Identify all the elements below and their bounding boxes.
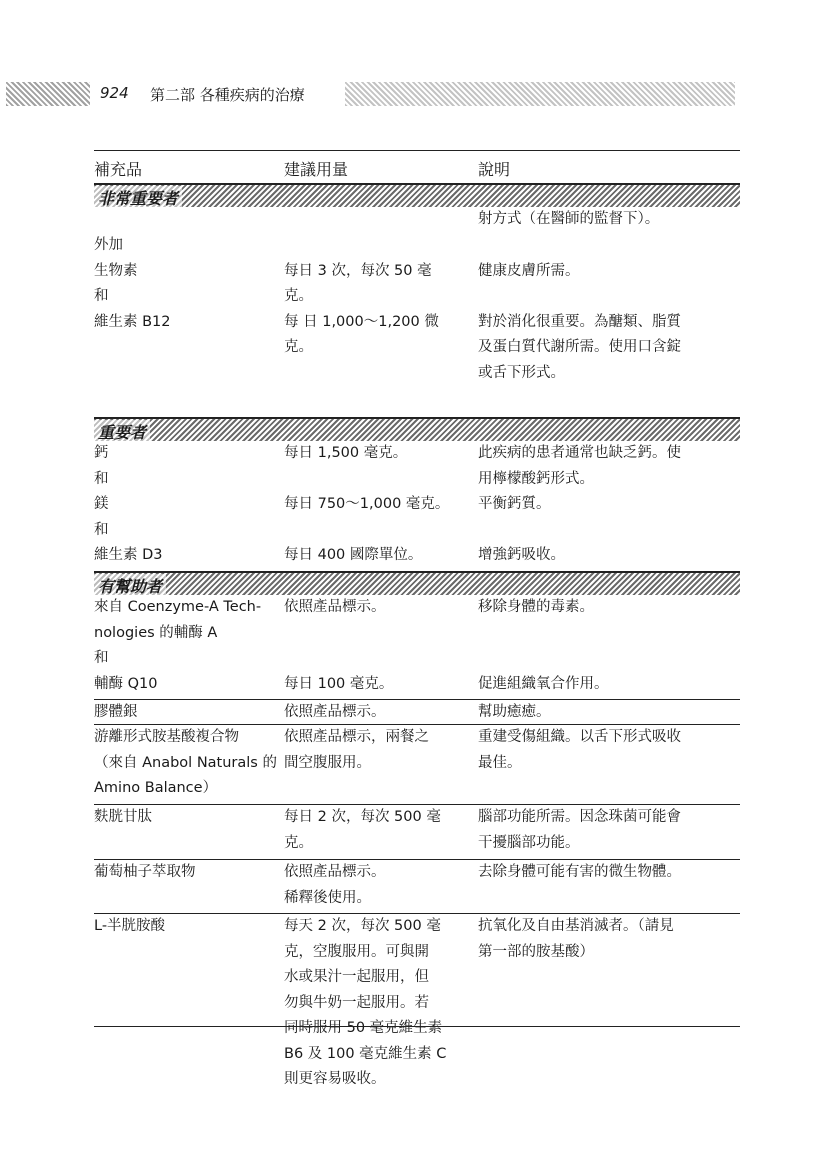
supplement-cell <box>94 914 280 940</box>
chapter-title: 第二部 各種疾病的治療 <box>150 86 305 104</box>
cell-line: 膠體銀 <box>94 704 138 720</box>
supplement-cell <box>94 700 280 726</box>
cell-line: 增強鈣吸收。 <box>478 547 565 563</box>
cell-line: 鈣 <box>94 445 109 461</box>
column-header-dosage: 建議用量 <box>284 160 349 179</box>
cell-line <box>284 621 470 647</box>
cell-line: 稀釋後使用。 <box>284 889 371 906</box>
cell-line: 維生素 B12 <box>94 313 171 330</box>
supplement-cell <box>94 441 280 569</box>
cell-line: 輔酶 Q10 <box>94 675 158 692</box>
cell-line: B6 及 100 毫克維生素 C <box>284 1045 447 1062</box>
notes-cell <box>478 595 740 697</box>
column-header-supplement: 補充品 <box>94 160 143 179</box>
cell-line: 幫助癒癒。 <box>478 704 551 720</box>
cell-line: 克，空腹服用。可與開 <box>284 943 429 960</box>
cell-line <box>478 233 740 259</box>
cell-line: 對於消化很重要。為醣類、脂質 <box>478 313 681 330</box>
supplement-table <box>94 150 740 1094</box>
notes-cell <box>478 914 740 965</box>
cell-line: 維生素 D3 <box>94 547 163 563</box>
cell-line: 依照產品標示。 <box>284 704 386 720</box>
table-row <box>94 913 740 1094</box>
table-row <box>94 859 740 913</box>
cell-line: 和 <box>94 470 109 487</box>
cell-line: 射方式（在醫師的監督下）。 <box>478 211 660 227</box>
cell-line: 克。 <box>284 834 313 851</box>
cell-line: 依照產品標示。 <box>284 864 386 880</box>
column-header-notes: 說明 <box>478 160 511 179</box>
cell-line: 每天 2 次，每次 500 毫 <box>284 918 441 934</box>
cell-line <box>284 646 470 672</box>
notes-cell <box>478 441 740 569</box>
supplement-cell <box>94 805 280 831</box>
section-header <box>94 183 740 207</box>
cell-line: 去除身體可能有害的微生物體。 <box>478 864 681 880</box>
cell-line: 每 日 1,000～1,200 微 <box>284 313 439 330</box>
table-row <box>94 699 740 724</box>
cell-line: 外加 <box>94 237 123 253</box>
table-header <box>94 150 740 183</box>
cell-line: 依照產品標示，兩餐之 <box>284 729 429 745</box>
dosage-cell <box>284 725 470 776</box>
cell-line: 水或果汁一起服用，但 <box>284 969 429 985</box>
cell-line: 干擾腦部功能。 <box>478 834 580 851</box>
notes-cell <box>478 805 740 856</box>
cell-line: 用檸檬酸鈣形式。 <box>478 470 594 487</box>
cell-line: 每日 100 毫克。 <box>284 675 394 692</box>
cell-line <box>478 621 740 647</box>
cell-line: 每日 400 國際單位。 <box>284 547 423 563</box>
cell-line: 每日 3 次，每次 50 毫 <box>284 262 432 279</box>
cell-line: 此疾病的患者通常也缺乏鈣。使 <box>478 445 681 461</box>
table-row <box>94 595 740 699</box>
cell-line: 移除身體的毒素。 <box>478 599 594 615</box>
cell-line: nologies 的輔酶 A <box>94 624 218 641</box>
section-title: 重要者 <box>94 420 150 443</box>
cell-line: 和 <box>94 650 109 666</box>
cell-line: 克。 <box>284 288 313 304</box>
dosage-cell <box>284 595 470 697</box>
cell-line: 平衡鈣質。 <box>478 496 551 512</box>
table-row <box>94 441 740 571</box>
cell-line: 同時服用 50 毫克維生素 <box>284 1020 443 1036</box>
cell-line <box>478 518 740 544</box>
dosage-cell <box>284 700 470 726</box>
table-bottom-rule <box>94 1026 740 1027</box>
cell-line: 每日 2 次，每次 500 毫 <box>284 809 441 825</box>
cell-line: 健康皮膚所需。 <box>478 262 580 279</box>
supplement-cell <box>94 725 280 802</box>
section-title: 非常重要者 <box>94 186 182 209</box>
section-header <box>94 571 740 595</box>
cell-line: 或舌下形式。 <box>478 364 565 381</box>
cell-line: 生物素 <box>94 262 138 279</box>
supplement-cell <box>94 233 280 335</box>
cell-line: 每日 1,500 毫克。 <box>284 445 408 461</box>
cell-line: （來自 Anabol Naturals 的 <box>94 754 277 771</box>
cell-line: 則更容易吸收。 <box>284 1071 386 1087</box>
cell-line: 勿與牛奶一起服用。若 <box>284 994 429 1011</box>
cell-line: 每日 750～1,000 毫克。 <box>284 496 450 512</box>
cell-line: 腦部功能所需。因念珠菌可能會 <box>478 809 681 825</box>
dosage-cell <box>284 233 470 361</box>
scan-noise <box>6 82 90 106</box>
page-number: 924 <box>100 84 129 102</box>
table-row <box>94 207 740 233</box>
cell-line: 克。 <box>284 339 313 355</box>
dosage-cell <box>284 860 470 911</box>
cell-line: 葡萄柚子萃取物 <box>94 864 196 880</box>
cell-line <box>284 518 470 544</box>
section-title: 有幫助者 <box>94 574 166 597</box>
cell-line: 第一部的胺基酸） <box>478 943 594 960</box>
cell-line: 及蛋白質代謝所需。使用口含錠 <box>478 339 681 355</box>
cell-line <box>284 467 470 493</box>
cell-line: 游離形式胺基酸複合物 <box>94 729 239 745</box>
supplement-cell <box>94 595 280 697</box>
cell-line <box>478 646 740 672</box>
dosage-cell <box>284 805 470 856</box>
table-row <box>94 804 740 859</box>
cell-line: 麩胱甘肽 <box>94 809 152 825</box>
notes-cell <box>478 700 740 726</box>
table-row <box>94 233 740 381</box>
notes-cell <box>478 207 740 233</box>
cell-line <box>284 233 470 259</box>
cell-line: 間空腹服用。 <box>284 754 371 771</box>
section-header <box>94 417 740 441</box>
page-header <box>0 82 829 106</box>
cell-line: 重建受傷組織。以舌下形式吸收 <box>478 729 681 745</box>
cell-line: 鎂 <box>94 496 109 512</box>
cell-line: 和 <box>94 288 109 304</box>
dosage-cell <box>284 441 470 569</box>
cell-line: 最佳。 <box>478 754 522 771</box>
scan-noise <box>345 82 735 106</box>
cell-line: 依照產品標示。 <box>284 599 386 615</box>
cell-line: 抗氧化及自由基消滅者。（請見 <box>478 918 674 934</box>
notes-cell <box>478 725 740 776</box>
supplement-cell <box>94 860 280 886</box>
notes-cell <box>478 860 740 886</box>
table-row <box>94 724 740 804</box>
cell-line: 促進組織氧合作用。 <box>478 675 609 692</box>
cell-line: 和 <box>94 521 109 538</box>
cell-line: 來自 Coenzyme-A Tech- <box>94 599 262 615</box>
cell-line: L-半胱胺酸 <box>94 918 166 934</box>
notes-cell <box>478 233 740 386</box>
cell-line <box>478 284 740 310</box>
dosage-cell <box>284 914 470 1093</box>
cell-line: Amino Balance） <box>94 780 218 796</box>
